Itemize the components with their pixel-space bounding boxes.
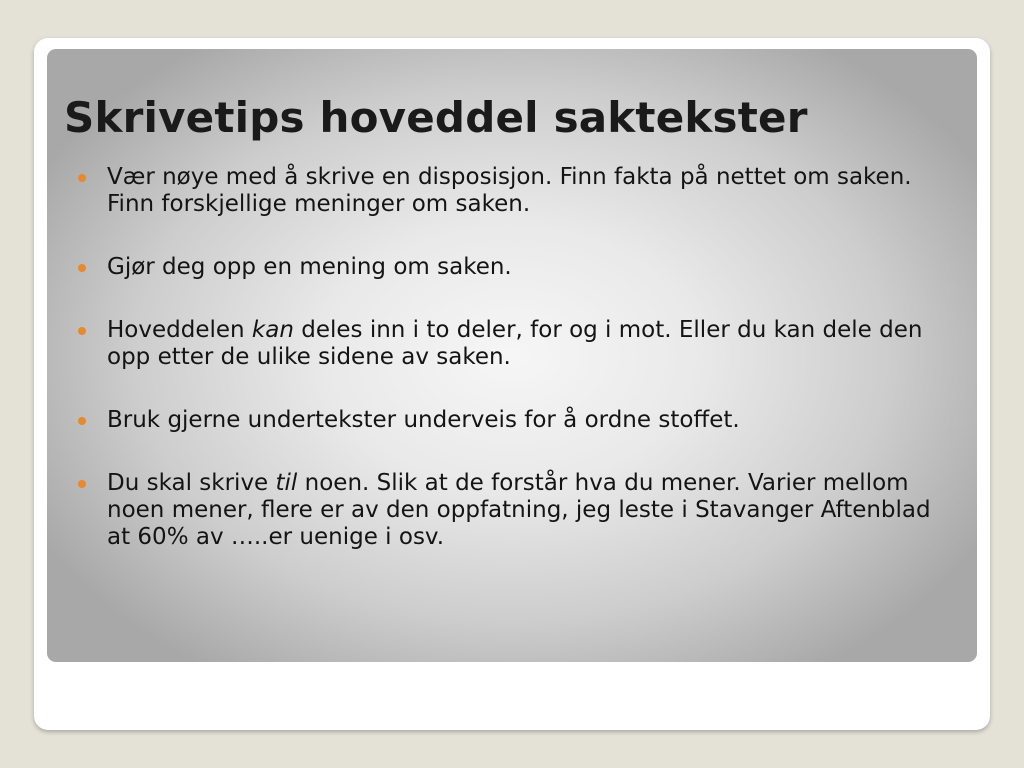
bullet-dot-icon xyxy=(78,417,86,425)
bullet-dot-icon xyxy=(78,327,86,335)
slide-title: Skrivetips hoveddel saktekster xyxy=(64,93,808,142)
bullet-text-end: noen. Slik at de forstår hva du mener. Varier mellom noen mener, flere er av den oppfatning, jeg leste i Stavanger Aftenblad at 60% av …..er uenige i osv. xyxy=(107,470,931,550)
list-item xyxy=(75,164,955,218)
list-item xyxy=(75,254,955,281)
bullet-text-start: Hoveddelen xyxy=(107,317,252,343)
bullet-dot-icon xyxy=(78,264,86,272)
bullet-dot-icon xyxy=(78,480,86,488)
slide-frame xyxy=(34,38,990,730)
list-item xyxy=(75,317,955,371)
bullet-text: Vær nøye med å skrive en disposisjon. Finn fakta på nettet om saken. Finn forskjellige meninger om saken. xyxy=(107,164,912,217)
bullet-list xyxy=(75,164,955,551)
bullet-text-end: deles inn i to deler, for og i mot. Eller du kan dele den opp etter de ulike sidene av saken. xyxy=(107,317,923,370)
bullet-text: Gjør deg opp en mening om saken. xyxy=(107,254,512,280)
list-item xyxy=(75,407,955,434)
bullet-text-start: Du skal skrive xyxy=(107,470,276,496)
list-item xyxy=(75,470,955,551)
bullet-emphasis: til xyxy=(275,470,298,496)
slide-content-panel xyxy=(47,49,977,662)
bullet-text: Bruk gjerne undertekster underveis for å ordne stoffet. xyxy=(107,407,740,433)
bullet-emphasis: kan xyxy=(251,317,294,343)
bullet-dot-icon xyxy=(78,174,86,182)
